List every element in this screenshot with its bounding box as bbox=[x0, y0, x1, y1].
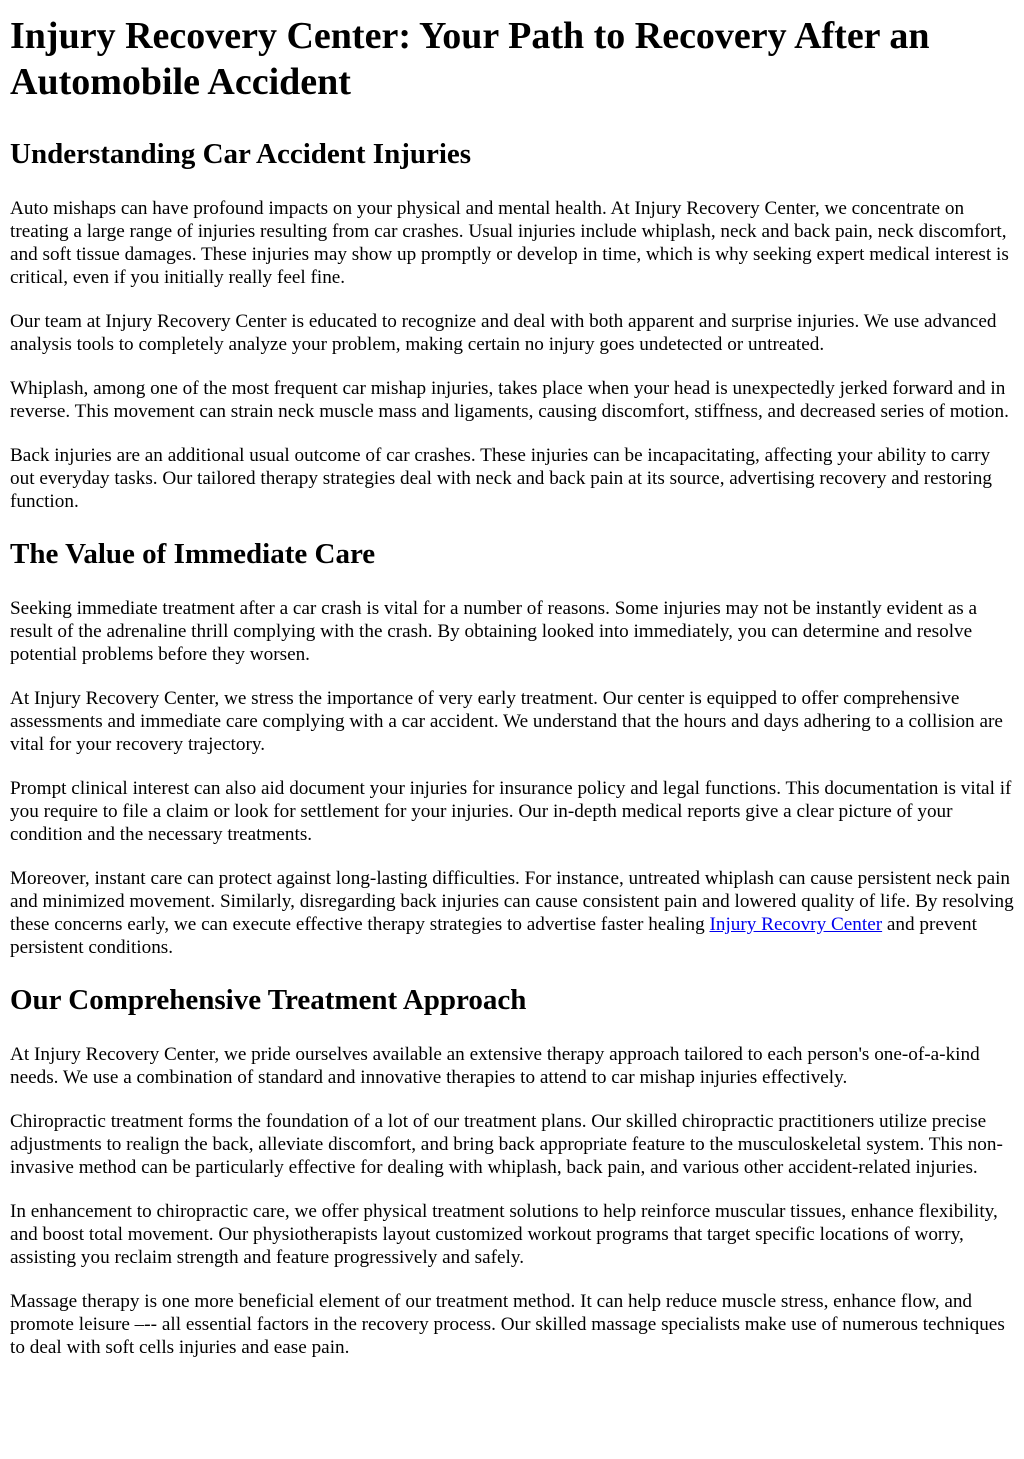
paragraph-text: and prevent persistent conditions. bbox=[10, 914, 977, 958]
paragraph: Prompt clinical interest can also aid document your injuries for insurance policy and legal functions. This documentation is vital if you require to file a claim or look for settlement for your injuries. Our in-depth medical reports give a clear picture of your condition and the necessary treatments. bbox=[10, 778, 1012, 845]
paragraph: Chiropractic treatment forms the foundation of a lot of our treatment plans. Our skilled chiropractic practitioners utilize precise adjustments to realign the back, alleviate discomfort, and bring back appropriate feature to the musculoskeletal system. This non-invasive method can be particularly effective for dealing with whiplash, back pain, and various other accident-related injuries. bbox=[10, 1111, 1003, 1178]
section-heading: The Value of Immediate Care bbox=[10, 538, 376, 570]
injury-recovery-center-link[interactable]: Injury Recovry Center bbox=[709, 914, 883, 935]
paragraph: Our team at Injury Recovery Center is educated to recognize and deal with both apparent and surprise injuries. We use advanced analysis tools to completely analyze your problem, making certain no injury goes undetected or untreated. bbox=[10, 311, 997, 355]
section-heading: Understanding Car Accident Injuries bbox=[10, 138, 472, 170]
page-title: Injury Recovery Center: Your Path to Recovery After an Automobile Accident bbox=[10, 15, 930, 103]
paragraph: Auto mishaps can have profound impacts on your physical and mental health. At Injury Recovery Center, we concentrate on treating a large range of injuries resulting from car crashes. Usual injuries include whiplash, neck and back pain, neck discomfort, and soft tissue damages. These injuries may show up promptly or develop in time, which is why seeking expert medical interest is critical, even if you initially really feel fine. bbox=[10, 198, 1009, 288]
paragraph-with-link bbox=[10, 867, 1015, 959]
paragraph: Seeking immediate treatment after a car crash is vital for a number of reasons. Some injuries may not be instantly evident as a result of the adrenaline thrill complying with the crash. By obtaining looked into immediately, you can determine and resolve potential problems before they worsen. bbox=[10, 598, 978, 665]
paragraph: In enhancement to chiropractic care, we offer physical treatment solutions to help reinforce muscular tissues, enhance flexibility, and boost total movement. Our physiotherapists layout customized workout programs that target specific locations of worry, assisting you reclaim strength and feature progressively and safely. bbox=[10, 1201, 998, 1268]
paragraph: Massage therapy is one more beneficial element of our treatment method. It can help reduce muscle stress, enhance flow, and promote leisure –-- all essential factors in the recovery process. Our skilled massage specialists make use of numerous techniques to deal with soft cells injuries and ease pain. bbox=[10, 1291, 1005, 1358]
section-heading: Our Comprehensive Treatment Approach bbox=[10, 984, 527, 1016]
paragraph: At Injury Recovery Center, we stress the importance of very early treatment. Our center is equipped to offer comprehensive assessments and immediate care complying with a car accident. We understand that the hours and days adhering to a collision are vital for your recovery trajectory. bbox=[10, 688, 1003, 755]
paragraph: At Injury Recovery Center, we pride ourselves available an extensive therapy approach tailored to each person's one-of-a-kind needs. We use a combination of standard and innovative therapies to attend to car mishap injuries effectively. bbox=[10, 1044, 980, 1088]
paragraph: Whiplash, among one of the most frequent car mishap injuries, takes place when your head is unexpectedly jerked forward and in reverse. This movement can strain neck muscle mass and ligaments, causing discomfort, stiffness, and decreased series of motion. bbox=[10, 378, 1009, 422]
paragraph: Back injuries are an additional usual outcome of car crashes. These injuries can be incapacitating, affecting your ability to carry out everyday tasks. Our tailored therapy strategies deal with neck and back pain at its source, advertising recovery and restoring function. bbox=[10, 445, 992, 512]
paragraph-text: Moreover, instant care can protect against long-lasting difficulties. For instance, untreated whiplash can cause persistent neck pain and minimized movement. Similarly, disregarding back injuries can cause consistent pain and lowered quality of life. By resolving these concerns early, we can execute effective therapy strategies to advertise faster healing bbox=[10, 868, 1014, 935]
article bbox=[0, 13, 1024, 1359]
